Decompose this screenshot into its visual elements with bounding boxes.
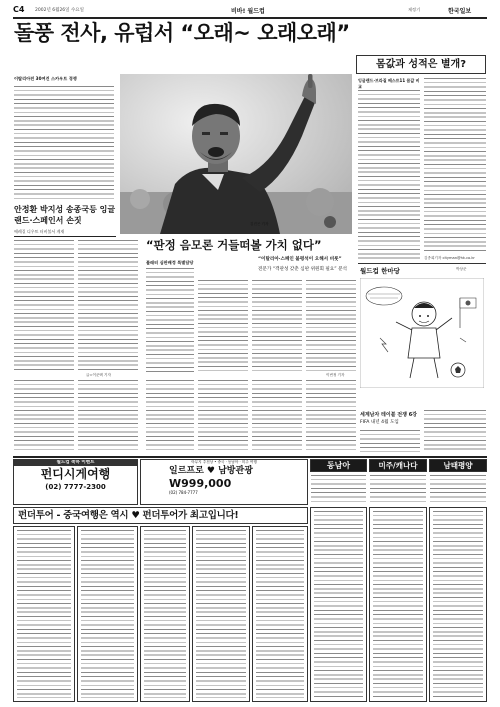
- ad-tag-america-label: 미주/캐나다: [378, 461, 418, 470]
- header-rule: [13, 17, 487, 19]
- main-byline: 글=이준택 기자: [86, 373, 111, 377]
- main-article-body-3: [78, 240, 138, 373]
- lower-article-1: [146, 380, 194, 452]
- ad-right-listing-2: [370, 475, 426, 505]
- ad-center-brand: 일르프로 ♥ 남방관광: [169, 466, 253, 476]
- ad-block-5[interactable]: [252, 526, 308, 702]
- ad-center-phone: (02) 784-7777: [169, 490, 198, 495]
- sidebar-body-1: [358, 90, 420, 260]
- lower-article-3: [252, 380, 302, 452]
- cartoon-caption-title: 세계남자 테이블 전쟁 6강: [360, 412, 418, 418]
- ad-block-3[interactable]: [140, 526, 190, 702]
- ad-right-listing-3: [430, 475, 486, 505]
- sidebar-body-2: [424, 78, 486, 254]
- ad-block-3-text: [144, 530, 186, 698]
- ad-block-6-text: [314, 511, 363, 698]
- photo-caption: 안정환 박지성 송종국등 잉글랜드·스페인서 손짓: [14, 205, 116, 225]
- main-article-body-1: [14, 86, 114, 202]
- ad-center-top-label: 아무지 추천상 • 중국 · 동남아 · 미주 여행: [191, 460, 257, 464]
- ad-block-8[interactable]: [429, 507, 487, 702]
- ad-block-1[interactable]: [13, 526, 75, 702]
- ad-block-4-text: [196, 530, 246, 698]
- feature-sub2: 전문가 “객관성 갖춘 심판 위원회 필요” 분석: [258, 267, 347, 272]
- main-headline: 돌풍 전사, 유럽서 “오래~ 오래오래”: [14, 21, 350, 45]
- section-title: 비바! 월드컵: [231, 7, 265, 15]
- ad-block-2[interactable]: [77, 526, 138, 702]
- ad-block-7[interactable]: [369, 507, 427, 702]
- ad-block-6[interactable]: [310, 507, 367, 702]
- cartoon-article-body: [360, 430, 420, 452]
- feature-sub1: “이탈리아·스페인 불평석이 오해서 비롯”: [258, 257, 342, 262]
- ad-block-5-text: [256, 530, 304, 698]
- feature-label: 블래터 심판배정 특별담당: [146, 260, 194, 265]
- cartoon-author: 박상준: [456, 267, 467, 271]
- ad-tag-america[interactable]: [369, 459, 427, 472]
- ad-block-4[interactable]: [192, 526, 250, 702]
- page-number: C4: [13, 5, 25, 14]
- feature-headline: “판정 음모론 거들떠볼 가치 없다”: [146, 238, 322, 252]
- ad-block-2-text: [81, 530, 134, 698]
- player-photo: [120, 74, 352, 234]
- page-header: [13, 4, 487, 16]
- page-date: 2002년 6월26일 수요일: [35, 8, 84, 13]
- sidebar-headline-box: [356, 55, 486, 74]
- ad-block-1-text: [17, 530, 71, 698]
- ad-banner[interactable]: [13, 507, 308, 524]
- caption-rule: [14, 236, 116, 237]
- feature-body-4: [306, 280, 356, 373]
- main-subhead: 이탈리아전 30여건 스카우트 경쟁: [14, 76, 77, 81]
- ad-tag-pacific[interactable]: [429, 459, 487, 472]
- lower-article-4: [306, 380, 356, 452]
- ad-center-price: W999,000: [169, 477, 232, 490]
- lower-article-left-2: [78, 380, 138, 452]
- ad-left-top-label: 월드컵 축하 이벤트: [14, 460, 137, 466]
- sidebar-headline: 몸값과 성적은 별개?: [375, 59, 467, 70]
- feature-body-1: [146, 268, 194, 373]
- ad-tag-sea-label: 동남아: [326, 461, 351, 470]
- cartoon-article-body-2: [424, 410, 486, 452]
- ad-tag-pacific-label: 남태평양: [443, 461, 473, 470]
- lower-article-left-1: [14, 380, 74, 452]
- feature-body-2: [198, 280, 248, 373]
- player-photo-svg: [120, 74, 352, 234]
- cartoon-drawing: [360, 278, 484, 388]
- photo-credit: 김진곤 기자: [250, 222, 269, 226]
- paper-name: 한국일보: [448, 7, 472, 15]
- feature-body-3: [252, 280, 302, 373]
- ad-left-brand: 펀디시게여행: [40, 467, 111, 481]
- ad-block-7-text: [373, 511, 423, 698]
- sidebar-subhead: 잉글랜드·브라질 베스트11 몸값 비교: [358, 78, 420, 89]
- sidebar-author: 김종희기자 cityman@hk.co.kr: [424, 256, 475, 260]
- main-article-body-2: [14, 240, 74, 373]
- photo-subcaption: 에레질 디우트 터비볼서 게재: [14, 229, 65, 234]
- ad-left-top[interactable]: [13, 459, 138, 505]
- ad-center-top[interactable]: [140, 459, 308, 505]
- issue-label: 제정기: [408, 7, 421, 12]
- cartoon-caption-sub: FIFA 내년 4월 도입: [360, 420, 399, 425]
- ad-banner-text: 펀더투어 - 중국여행은 역시 ♥ 펀더투어가 최고입니다!: [18, 510, 239, 521]
- cartoon-title: 월드컵 한마당: [360, 267, 400, 275]
- feature-byline: 이번정 기자: [326, 373, 345, 377]
- ad-right-listing-1: [311, 475, 366, 505]
- ad-left-phone: (02) 7777-2300: [45, 483, 106, 491]
- ad-tag-sea[interactable]: [310, 459, 367, 472]
- cartoon-box: [358, 263, 486, 412]
- ad-block-8-text: [433, 511, 483, 698]
- ads-rule: [13, 456, 487, 458]
- lower-article-2: [198, 380, 248, 452]
